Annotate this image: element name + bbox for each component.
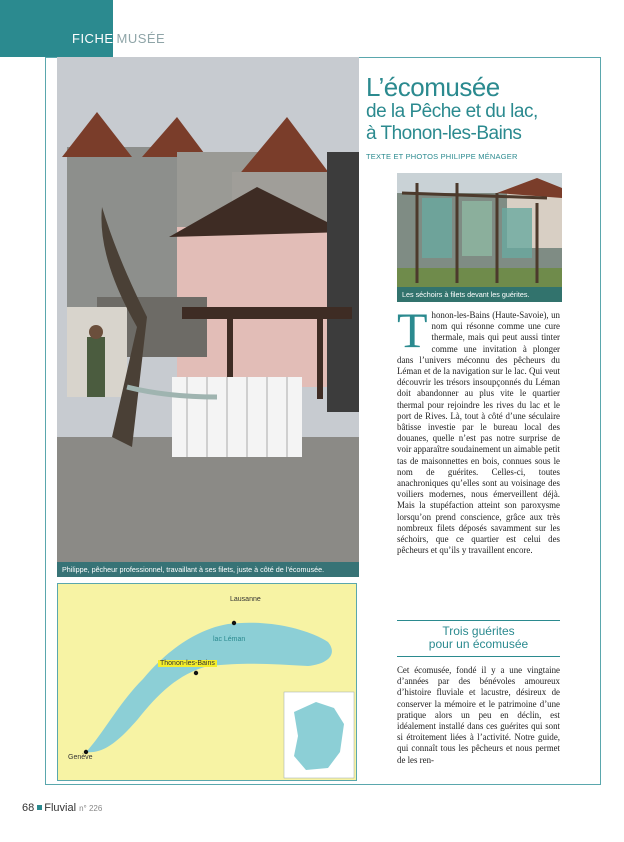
drying-racks-photo — [397, 173, 562, 302]
magazine-name: Fluvial — [44, 802, 77, 814]
main-photo-illustration — [57, 57, 359, 577]
section-header — [72, 31, 165, 46]
lake-geneva-map — [57, 583, 357, 781]
map-illustration — [58, 584, 356, 780]
drying-racks-caption: Les séchoirs à filets devant les guérites. — [397, 287, 562, 302]
drop-cap: T — [397, 302, 428, 358]
article-body-second: Cet écomusée, fondé il y a une vingtaine d’années par des bénévoles amoureux d’histoire fluviale et lacustre, désireux de conserver la mémoire et le patrimoine d’une pratique alors un peu en déclin, est idéalement installé dans ces guérites qui sont si étroitement liées à l’activité. Notre guide, qui connaît tous les pêcheurs et nous permet de les ren- — [397, 665, 560, 765]
drying-racks-illustration — [397, 173, 562, 302]
subheading-line-1: Trois guérites — [442, 624, 515, 638]
page-footer — [22, 802, 102, 814]
footer-square-icon — [37, 805, 42, 810]
section-word-fiche: FICHE — [72, 31, 114, 46]
subheading-line-2: pour un écomusée — [428, 637, 529, 651]
intro-paragraph: honon-les-Bains (Haute-Savoie), un nom qui résonne comme une cure thermale, mais qui peut aussi tinter comme une invitation à plonger dans l’univers méconnu des pêcheurs du Léman et de la navigation sur le lac. Qui veut découvrir les trésors insoupçonnés du Léman doit abandonner au plus vite le quartier thermal pour rejoindre les rives du lac et le port de Rives. Là, tout à côté d’une séculaire bâtisse investie par le bureau local des douanes, quelle n’est pas notre surprise de voir apparaître soudainement un aimable petit tas de maisonnettes en bois, connues sous le nom de guérites. Celles-ci, toutes anachroniques qu’elles sont au voisinage des voiliers modernes, nous émerveillent déjà. Mais la stupéfaction atteint son paroxysme lorsqu’on prend conscience, grâce aux très nombreux filets déposés savamment sur les séchoirs, que ce quartier est celui des pêcheurs et qu’ils y travaillent encore. — [397, 310, 560, 556]
section-word-musee: MUSÉE — [116, 31, 166, 46]
subhead-rule-bottom — [397, 656, 560, 657]
map-label-lake: lac Léman — [213, 636, 246, 643]
map-label-lausanne: Lausanne — [230, 596, 261, 603]
map-label-geneve: Genève — [68, 754, 93, 761]
section-tab — [0, 0, 113, 57]
subhead-rule-top — [397, 620, 560, 621]
article-title — [366, 73, 596, 145]
article-body-intro — [397, 302, 560, 556]
map-label-thonon: Thonon-les-Bains — [160, 660, 215, 667]
main-photo — [57, 57, 359, 577]
title-line-3: à Thonon-les-Bains — [366, 123, 522, 144]
title-line-2: de la Pêche et du lac, — [366, 101, 538, 122]
main-photo-caption: Philippe, pêcheur professionnel, travaillant à ses filets, juste à côté de l’écomusée. — [57, 562, 359, 577]
page-number: 68 — [22, 802, 35, 814]
subheading — [397, 625, 560, 651]
title-line-1: L’écomusée — [366, 72, 500, 102]
author-credit: TEXTE ET PHOTOS PHILIPPE MÉNAGER — [366, 152, 518, 161]
issue-number: n° 226 — [79, 804, 103, 813]
